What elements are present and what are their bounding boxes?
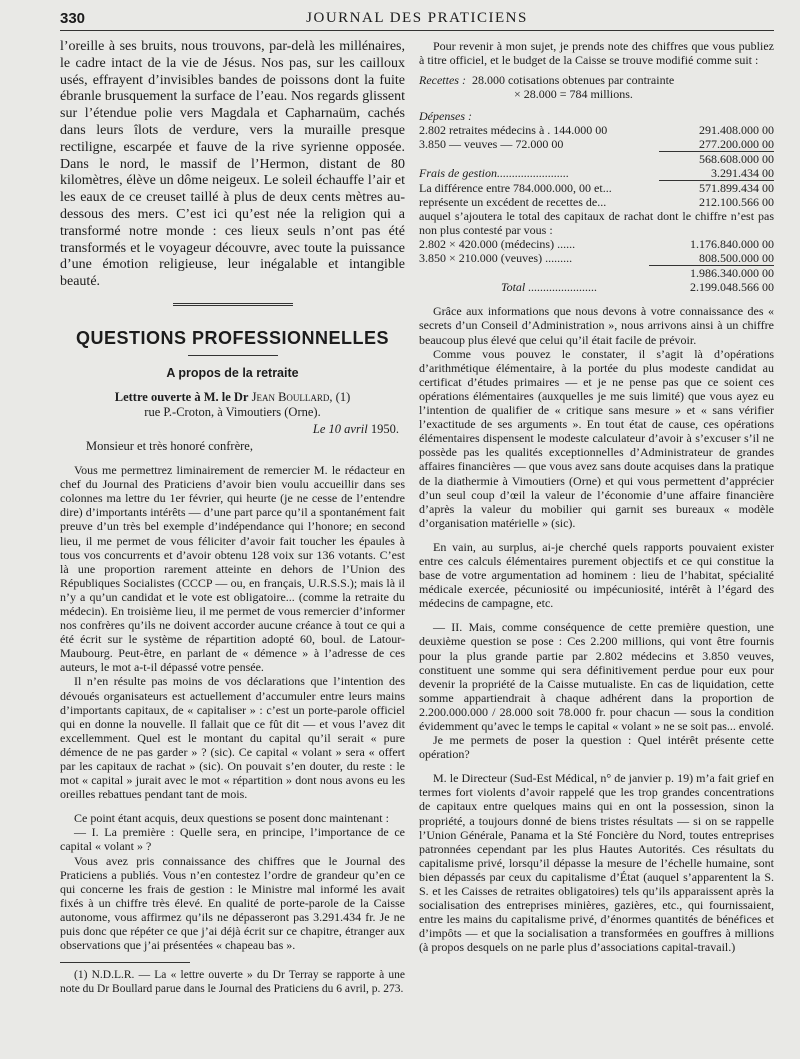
table-row [419,123,774,137]
budget-table [419,73,774,294]
table-row [419,251,774,266]
article-title: A propos de la retraite [166,365,299,380]
footnote: (1) N.D.L.R. — La « lettre ouverte » du Dr Terray se rapporte à une note du Dr Boullard parue dans le Journal des Praticiens du 6 avril, p. 273. [60,969,405,995]
left-paragraph-1: Vous me permettrez liminairement de remercier M. le rédacteur en chef du Journal des Praticiens d’avoir bien voulu accueillir dans ses colonnes ma lettre du 1er février, qui heurte (je ne cesse de l’entendre dire) d’importants intérêts — d’une part parce qu’il a spontanément fait preuve d’un très bel exemple d’indépendance qui l’honore; en second lieu, il me permet de vous féliciter d’avoir fait toucher les épaules à tous vos concurrents et d’avoir obtenu 128 voix sur 136 votants. C’est là une proportion rarement atteinte en dehors de l’Union des Républiques Socialistes (CCCP — ou, en français, U.R.S.S.); mais là il n’y a qu’un candidat et le vote est obligatoire... (comme la retraite du médecin). En troisième lieu, il me permet de vous remercier d’informer nos confrères qu’ils ne doivent accorder aucune créance à tout ce qui a été écrit sur le système de répartition adopté 60, boul. de Latour-Maubourg. Peut-être, en parlant de « démence » à l’adresse de ces auteurs, le mot a-t-il dépassé votre pensée. [60,463,405,675]
letter-heading [60,390,405,420]
recettes-calc: × 28.000 = 784 millions. [514,87,633,102]
table-row [419,137,774,152]
right-paragraph-1: Grâce aux informations que nous devons à votre connaissance des « secrets d’un Conseil d’Administration », nous arrivons ainsi à un chiffre beaucoup plus élevé que celui qu’il était facile de prévoir. [419,304,774,347]
row-value: 1.176.840.000 00 [690,237,774,252]
table-row [419,266,774,280]
row-label: Frais de gestion........................ [419,166,569,181]
total-row [419,280,774,294]
journal-title: JOURNAL DES PRATICIENS [306,10,528,26]
gap [60,801,405,811]
table-row [419,195,774,209]
recettes-text: 28.000 cotisations obtenues par contrainte [471,73,675,88]
gap [419,294,774,304]
total-value: 2.199.048.566 00 [690,280,774,295]
letter-note-ref: (1) [332,389,351,404]
row-value: 808.500.000 00 [649,251,774,266]
row-value: 1.986.340.000 00 [690,266,774,281]
auquel-text: auquel s’ajoutera le total des capitaux de rachat dont le chiffre n’est pas non plus contesté par vous : [419,209,774,238]
date-day: 10 avril [328,421,368,436]
row-label: 3.850 — veuves — 72.000 00 [419,137,564,152]
right-paragraph-5: Je me permets de poser la question : Quel intérêt présente cette opération? [419,733,774,762]
letter-label: Lettre ouverte à M. le Dr [114,389,249,404]
gap [419,530,774,540]
row-value: 291.408.000 00 [699,123,774,138]
gap [419,761,774,771]
recettes-label: Recettes : [419,73,466,88]
left-paragraph-3: Ce point étant acquis, deux questions se posent donc maintenant : [74,811,389,826]
row-value: 277.200.000 00 [659,137,774,152]
recettes-line [419,73,774,87]
right-paragraph-2: Comme vous pouvez le constater, il s’agit là d’opérations d’arithmétique élémentaire, à la portée du plus modeste candidat au certificat d’études primaires — et je ne pense pas que ce soient ces opérations élémentaires (auxquelles je me suis limité) que vous ayez eu l’intention de qualifier de « critique sans mesure » et « sans vérifier l’exactitude de ses arguments ». En tout état de cause, ces opérations élémentaires dispensent le modeste calculateur d’avoir à s’excuser s’il ne possède pas les qualités exceptionnelles d’Administrateur de grandes affaires financières — que vous avez sans doute acquises dans la pratique de la diathermie à Vimoutiers (Orne) et qui vous permettent d’apprécier d’un seul coup d’œil la valeur de l’économie d’une affaire financière d’après la valeur du mobilier qui garnit ses bureaux « modèle d’organisation matérielle » (sic). [419,346,774,530]
page-number: 330 [60,10,86,27]
table-row [419,152,774,166]
row-value: 571.899.434 00 [699,181,774,196]
row-value: 212.100.566 00 [699,195,774,210]
right-intro: Pour revenir à mon sujet, je prends note des chiffres que vous publiez à titre officiel, et le budget de la Caisse se trouve modifié comme suit : [419,39,774,68]
left-column [60,39,405,996]
left-paragraph-5: Vous avez pris connaissance des chiffres que le Journal des Praticiens a publiés. Vous n’en contestez l’ordre de grandeur qu’en ce qui concerne les frais de gestion : le Ministre mal informé les avait fixés à un chiffre très élevé. En qualité de porte-parole de la Caisse autonome, vous affirmez qu’ils ne dépasseront pas 3.291.434 fr. Je ne puis donc que répéter ce que j’ai déjà écrit sur ce chapitre, étranger aux observations que j’ai présentées « chapeau bas ». [60,853,405,953]
letter-address: rue P.-Croton, à Vimoutiers (Orne). [144,404,321,419]
intro-paragraph: l’oreille à ses bruits, nous trouvons, par-delà les millénaires, le cadre intact de la vie de Jésus. Nos pas, sur les cailloux usés, effrayent d’invisibles bandes de poissons dont la fuite ébranle brusquement la surface de l’eau. Nos regards glissent sur l’étendue polie vers Magdala et Capharnaüm, cachés dans leurs îlots de verdure, vers la muraille presque rectiligne, escarpée et fauve de la rive syrienne opposée. Dans le nord, le massif de l’Hermon, distant de 80 kilomètres, élève un dôme neigeux. Le soleil échauffe l’air et les eaux de ce creuset taillé à plus de deux cents mètres au-dessous des mers. C’est ici qu’est née la religion qui a transformé notre monde : ces lieux seuls n’ont pas été transformés et le voyageur découvre, avec toute la puissance d’une émotion religieuse, leur inégalable et intangible beauté. [60,39,405,290]
section-title: QUESTIONS PROFESSIONNELLES [75,327,390,348]
title-rule [188,355,278,356]
gap [419,610,774,620]
salutation: Monsieur et très honoré confrère, [86,438,253,453]
date-prefix: Le [312,421,326,436]
table-row [419,181,774,195]
right-paragraph-4: — II. Mais, comme conséquence de cette première question, une deuxième question se pose : Ces 2.200 millions, qui vont être fournis pour la plus grande partie par 2.802 médecins et 3.850 veuves, constituent une somme qui sera définitivement perdue pour eux pour devenir la propriété de la Caisse mutualiste. En cas de liquidation, cette somme appartiendrait à chaque adhérent dans la proportion de 2.200.000.000 / 28.000 soit 78.000 fr. pour chacun — sous la condition évidemment qu’avec le temps le capital « volant » ne se soit pas... envolé. [419,620,774,733]
section-separator [173,303,293,306]
row-value: 568.608.000 00 [699,152,774,167]
running-head [60,8,774,31]
footnote-rule [60,962,190,963]
row-label: 2.802 × 420.000 (médecins) ...... [419,237,576,252]
row-value: 3.291.434 00 [659,166,774,181]
left-paragraph-2: Il n’en résulte pas moins de vos déclarations que l’intention des dévoués organisateurs est actuellement d’accumuler entre leurs mains d’importants capitaux, de « capitaliser » : c’est un porte-parole officiel qui en donne la nouvelle. Il fallait que ce fût dit — et vous l’avez dit excellemment. Quel est le montant du capital qu’il serait « pure démence de ne pas garder » ? (sic). Ce capital « volant » sera « offert par les capitaux de rachat » (sic). On pouvait s’en douter, du reste : le mot « capital » jurait avec le mot « répartition » dont nous avons eu les oreilles rebattues pendant tant de mois. [60,674,405,802]
footnote-block [60,969,405,996]
table-row [419,237,774,251]
total-label: Total ....................... [501,280,598,295]
rachat-rows [419,237,774,280]
depenses-label: Dépenses : [419,109,472,124]
right-column [419,39,774,996]
row-label: représente un excédent de recettes de... [419,195,607,210]
row-label: 3.850 × 210.000 (veuves) ......... [419,251,573,266]
row-label: La différence entre 784.000.000, 00 et... [419,181,612,196]
letter-recipient: Jean Boullard, [251,389,333,404]
intro-block [60,39,405,291]
right-paragraph-3: En vain, au surplus, ai-je cherché quels rapports pouvaient exister entre ces calculs élémentaires purement objectifs et ce qui constitue la base de votre argumentation ad hominem : lieu de l’habitat, spécialité médicale exercée, pécuniosité ou impécuniosité, intérêt à l’égard des médecins de campagne, etc. [419,539,774,611]
left-paragraph-4: — I. La première : Quelle sera, en principe, l’importance de ce capital « volant » ? [60,825,405,854]
dateline [60,422,399,437]
table-row [419,166,774,181]
right-paragraph-6: M. le Directeur (Sud-Est Médical, n° de janvier p. 19) m’a fait grief en termes fort violents d’avoir rappelé que les trop grandes concentrations de capitaux entre quelques mains qui en ont la possession, sinon la propriété, a toujours donné de biens tristes résultats — si on se rappelle l’Union Générale, Panama et la Sté Foncière du Nord, toutes entreprises patronnées cependant par les plus Hautes Autorités. Ces résultats du capitalisme privé, lorsqu’il dépasse la mesure de l’échelle humaine, sont bien dépassés par ceux du capitalisme d’État (auquel s’apparentent la S. S. et les Caisses de retraites obligatoires) tels qu’ils apparaissent après la socialisation des entreprises minières, gazières, etc., qui fournissaient, entre les mains du capitalisme privé, d’énormes quantités de bénéfices et d’impôts — et que la socialisation a transformées en gouffres à millions (à propos desquels on ne parle plus d’associations capital-travail.) [419,771,774,955]
date-year: 1950. [370,421,399,436]
depenses-rows [419,123,774,209]
row-label: 2.802 retraites médecins à . 144.000 00 [419,123,608,138]
two-column-body [60,39,774,996]
